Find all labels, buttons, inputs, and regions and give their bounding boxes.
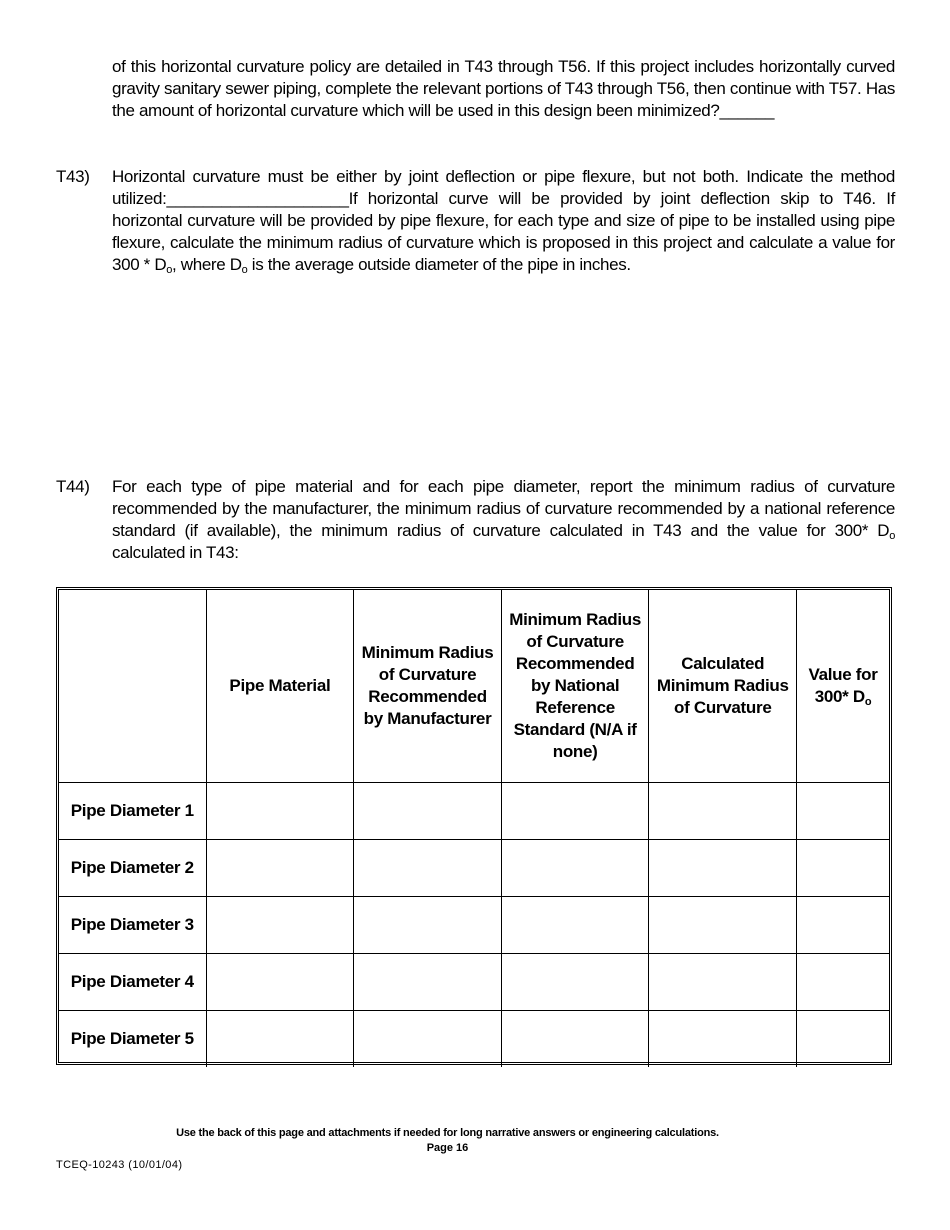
page-number: Page 16 [426, 1142, 469, 1154]
input-cell[interactable] [649, 782, 797, 839]
t43-text-b: If horizontal curve will be provided by joint deflection skip to T46. If horizontal curvature will be provided by pipe flexure, for each type and size of pipe to be installed using pipe flexure, calculate the minimum radius of curvature which is proposed in this project and calculate a value for 300 * D [112, 189, 895, 274]
intro-text: of this horizontal curvature policy are detailed in T43 through T56. If this project includes horizontally curved gravity sanitary sewer piping, complete the relevant portions of T43 through T56, then continue with T57. Has the amount of horizontal curvature which will be used in this design been minimized? [112, 57, 895, 120]
t43-text-c: , where D [172, 255, 242, 274]
row-label: Pipe Diameter 2 [59, 839, 206, 896]
input-cell[interactable] [797, 839, 889, 896]
t43-subscript: o [241, 264, 248, 276]
input-cell[interactable] [501, 1010, 649, 1067]
input-cell[interactable] [649, 1010, 797, 1067]
input-cell[interactable] [797, 782, 889, 839]
header-pipe-material: Pipe Material [206, 590, 354, 782]
t43-label: T43) [56, 167, 90, 186]
intro-paragraph [112, 56, 895, 122]
input-cell[interactable] [797, 896, 889, 953]
input-cell[interactable] [797, 953, 889, 1010]
header-300-do [797, 590, 889, 782]
input-cell[interactable] [501, 953, 649, 1010]
input-cell[interactable] [354, 1010, 502, 1067]
table-row [59, 953, 889, 1010]
t43-subscript: o [166, 264, 173, 276]
input-cell[interactable] [354, 896, 502, 953]
curvature-table [56, 587, 892, 1065]
input-cell[interactable] [354, 953, 502, 1010]
input-cell[interactable] [206, 782, 354, 839]
header-manufacturer-radius: Minimum Radius of Curvature Recommended by Manufacturer [354, 590, 502, 782]
header-cell-blank [59, 590, 206, 782]
form-id: TCEQ-10243 (10/01/04) [56, 1159, 183, 1171]
minimized-answer-blank[interactable]: ______ [719, 101, 775, 120]
input-cell[interactable] [501, 782, 649, 839]
t43-text-a: Horizontal curvature must be either by joint deflection or pipe flexure, but not both. Indicate the method utilized: [112, 167, 895, 208]
table-row [59, 896, 889, 953]
t43-paragraph [112, 166, 895, 276]
header-300-do-subscript: o [864, 695, 872, 708]
input-cell[interactable] [354, 782, 502, 839]
t44-text-b: calculated in T43: [112, 543, 239, 562]
input-cell[interactable] [649, 896, 797, 953]
row-label: Pipe Diameter 4 [59, 953, 206, 1010]
header-calculated-radius: Calculated Minimum Radius of Curvature [649, 590, 797, 782]
input-cell[interactable] [501, 839, 649, 896]
t44-label: T44) [56, 477, 90, 496]
row-label: Pipe Diameter 3 [59, 896, 206, 953]
table-row [59, 782, 889, 839]
table-row [59, 839, 889, 896]
t44-paragraph [112, 476, 895, 564]
input-cell[interactable] [797, 1010, 889, 1067]
input-cell[interactable] [206, 1010, 354, 1067]
header-national-standard-radius: Minimum Radius of Curvature Recommended by National Reference Standard (N/A if none) [501, 590, 649, 782]
row-label: Pipe Diameter 5 [59, 1010, 206, 1067]
input-cell[interactable] [354, 839, 502, 896]
input-cell[interactable] [206, 896, 354, 953]
input-cell[interactable] [206, 839, 354, 896]
footer-note: Use the back of this page and attachments if needed for long narrative answers or engineering calculations. [176, 1127, 719, 1139]
input-cell[interactable] [649, 839, 797, 896]
row-label: Pipe Diameter 1 [59, 782, 206, 839]
t43-text-d: is the average outside diameter of the pipe in inches. [247, 255, 631, 274]
input-cell[interactable] [206, 953, 354, 1010]
t44-subscript: o [889, 530, 895, 542]
t44-text-a: For each type of pipe material and for each pipe diameter, report the minimum radius of curvature recommended by the manufacturer, the minimum radius of curvature recommended by a national reference standard (if available), the minimum radius of curvature calculated in T43 and the value for 300* D [112, 477, 895, 540]
table-header-row [59, 590, 889, 782]
method-utilized-blank[interactable]: ____________________ [166, 189, 349, 208]
table-row [59, 1010, 889, 1067]
header-300-do-text: Value for 300* D [808, 664, 878, 706]
input-cell[interactable] [501, 896, 649, 953]
input-cell[interactable] [649, 953, 797, 1010]
